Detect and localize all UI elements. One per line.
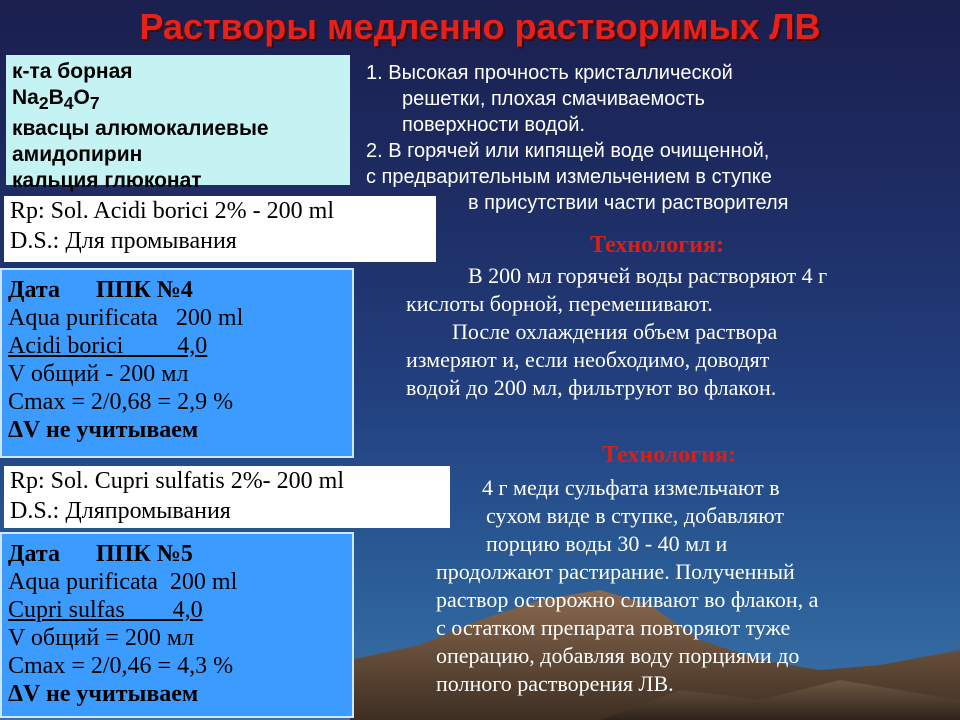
technology-2-text (436, 474, 818, 698)
ppk-4-line-2: Acidi borici 4,0 (8, 333, 208, 359)
ppk-5-line-2: Cupri sulfas 4,0 (8, 597, 203, 623)
ppk-4-header: Дата ППК №4 (8, 277, 193, 303)
technology-1-line-1: В 200 мл горячей воды растворяют 4 г (468, 263, 828, 288)
note-2-line-1: 2. В горячей или кипящей воде очищенной, (366, 140, 770, 162)
technology-2-line-3: порцию воды 30 - 40 мл и (486, 531, 728, 556)
substance-borax: $Na_2B_4O_7$ (12, 86, 100, 114)
ppk-4-line-5: ΔV не учитываем (8, 417, 199, 443)
ppk-5-line-4: Cmax = 2/0,46 = 4,3 % (8, 653, 234, 679)
substances-list (6, 55, 350, 193)
ppk-5-line-3: V общий = 200 мл (8, 625, 194, 651)
technology-2-line-6: с остатком препарата повторяют туже (436, 615, 791, 640)
technology-2-line-5: раствор осторожно сливают во флакон, а (436, 587, 819, 612)
technology-2-line-2: сухом виде в ступке, добавляют (486, 503, 785, 528)
technology-1-line-5: водой до 200 мл, фильтруют во флакон. (406, 375, 777, 400)
note-2-line-3: в присутствии части растворителя (468, 192, 789, 214)
ppk-4-line-3: V общий - 200 мл (8, 361, 189, 387)
recipe-2-line-1: Rp: Sol. Cupri sulfatis 2%- 200 ml (10, 468, 345, 494)
substance-calcium-gluconate: кальция глюконат (12, 169, 202, 193)
recipe-1-line-1: Rp: Sol. Acidi borici 2% - 200 ml (10, 198, 334, 224)
technology-1-line-4: измеряют и, если необходимо, доводят (406, 347, 770, 372)
technology-2-line-1: 4 г меди сульфата измельчают в (482, 475, 780, 500)
recipe-2-line-2: D.S.: Дляпромывания (10, 498, 231, 524)
recipe-1-line-2: D.S.: Для промывания (10, 228, 237, 254)
reasons-notes (366, 60, 956, 216)
note-1-line-3: поверхности водой. (402, 114, 586, 136)
note-2-line-2: с предварительным измельчением в ступке (366, 166, 772, 188)
ppk-5-header: Дата ППК №5 (8, 541, 193, 567)
ppk-5-card (0, 532, 354, 718)
ppk-5-line-1: Aqua purificata 200 ml (8, 569, 238, 595)
slide-title: Растворы медленно растворимых ЛВ (139, 6, 821, 47)
technology-1-line-3: После охлаждения объем раствора (452, 319, 778, 344)
recipe-copper-sulfate (4, 466, 450, 528)
note-1-line-2: решетки, плохая смачиваемость (402, 88, 705, 110)
technology-1-heading: Технология: (590, 232, 724, 258)
technology-2-heading: Технология: (602, 442, 736, 468)
ppk-5-line-5: ΔV не учитываем (8, 681, 199, 707)
substance-amidopyrine: амидопирин (12, 143, 143, 167)
technology-1-line-2: кислоты борной, перемешивают. (406, 291, 713, 316)
technology-2-line-4: продолжают растирание. Полученный (436, 559, 795, 584)
ppk-4-line-1: Aqua purificata 200 ml (8, 305, 244, 331)
technology-2-line-8: полного растворения ЛВ. (436, 671, 674, 696)
substance-alum: квасцы алюмокалиевые (12, 117, 269, 141)
note-1-line-1: 1. Высокая прочность кристаллической (366, 62, 733, 84)
substance-boric-acid: к-та борная (12, 60, 133, 83)
ppk-4-line-4: Cmax = 2/0,68 = 2,9 % (8, 389, 234, 415)
recipe-boric-acid (4, 196, 436, 262)
technology-1-text (406, 262, 827, 402)
technology-2-line-7: операцию, добавляя воду порциями до (436, 643, 800, 668)
ppk-4-card (0, 268, 354, 458)
